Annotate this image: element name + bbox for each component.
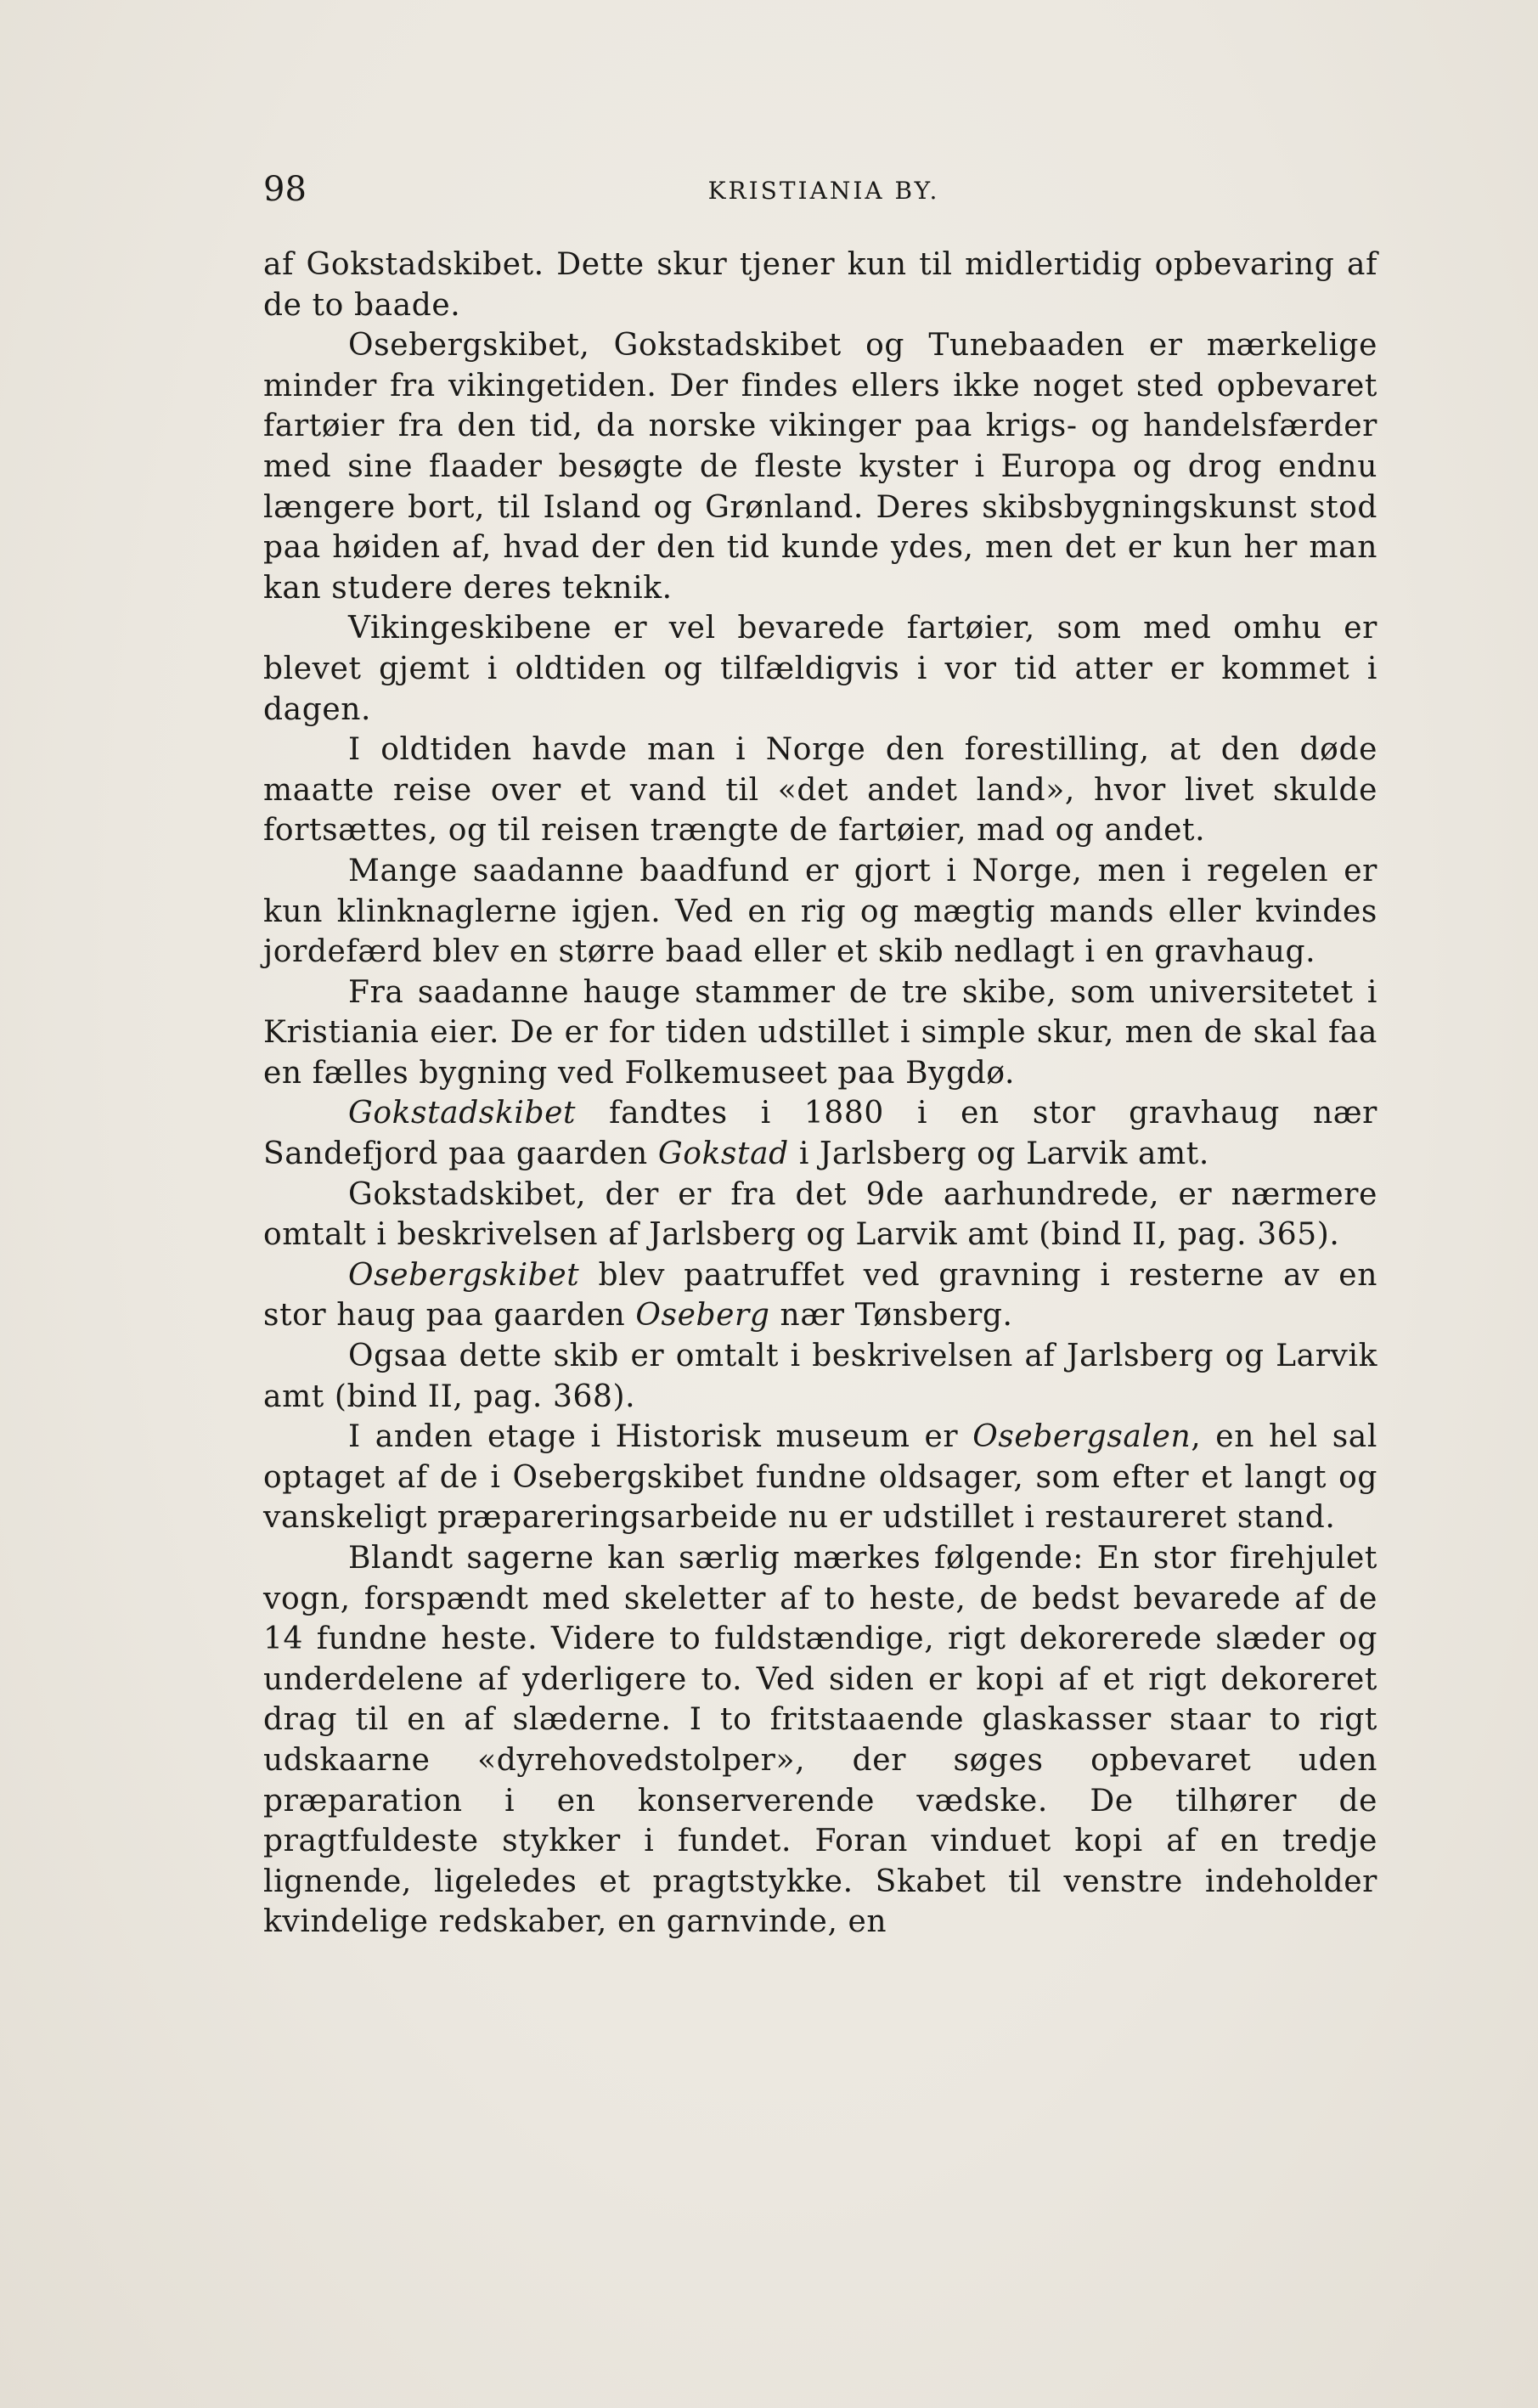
- italic-term: Oseberg: [635, 1298, 770, 1334]
- paragraph: [263, 1175, 1377, 1255]
- paragraph: [263, 1255, 1377, 1336]
- text-run: Blandt sagerne kan særlig mærkes følgende: En stor firehjulet vogn, forspændt med skeletter af to heste, de bedst bevarede af de 14 fundne heste. Videre to fuldstændige, rigt dekorerede slæder og underdelene af yderligere to. Ved siden er kopi af et rigt dekoreret drag til en af slæderne. I to fritstaaende glaskasser staar to rigt udskaarne «dyrehovedstolper», der søges opbevaret uden præparation i en konserverende vædske. De tilhører de pragtfuldeste stykker i fundet. Foran vinduet kopi af en tredje lignende, ligeledes et pragtstykke. Skabet til venstre indeholder kvindelige redskaber, en garnvinde, en: [263, 1541, 1377, 1940]
- text-run: , en hel sal optaget af de i Osebergskibet fundne oldsager, som efter et langt og vanskeligt præpareringsarbeide nu er udstillet i restaureret stand.: [263, 1419, 1377, 1536]
- text-run: Fra saadanne hauge stammer de tre skibe, som universitetet i Kristiania eier. De er for tiden udstillet i simple skur, men de skal faa en fælles bygning ved Folkemuseet paa Bygdø.: [263, 974, 1377, 1091]
- running-head: KRISTIANIA BY.: [707, 177, 940, 205]
- paragraph: [263, 973, 1377, 1094]
- italic-term: Gokstad: [657, 1136, 789, 1172]
- text-run: nær Tønsberg.: [769, 1298, 1013, 1334]
- text-run: fandtes i 1880 i en stor gravhaug nær Sandefjord paa gaarden: [263, 1096, 1377, 1172]
- page-number: 98: [263, 170, 307, 209]
- paragraph: [263, 608, 1377, 730]
- italic-term: Gokstadskibet: [348, 1096, 577, 1131]
- text-run: Osebergskibet, Gokstadskibet og Tunebaaden er mærkelige minder fra vikingetiden. Der findes ellers ikke noget sted opbevaret fartøier fra den tid, da norske vikinger paa krigs- og handelsfærder med sine flaader besøgte de fleste kyster i Europa og drog endnu længere bort, til Island og Grønland. Deres skibsbygningskunst stod paa høiden af, hvad der den tid kunde ydes, men det er kun her man kan studere deres teknik.: [263, 328, 1377, 606]
- paragraph: [263, 1538, 1377, 1943]
- text-run: i Jarlsberg og Larvik amt.: [788, 1136, 1209, 1172]
- paragraph: [263, 730, 1377, 851]
- text-run: Gokstadskibet, der er fra det 9de aarhundrede, er nærmere omtalt i beskrivelsen af Jarlsberg og Larvik amt (bind II, pag. 365).: [263, 1176, 1377, 1253]
- paragraph: [263, 325, 1377, 608]
- body-text: [263, 245, 1377, 1943]
- paragraph: [263, 1417, 1377, 1538]
- text-run: I anden etage i Historisk museum er: [348, 1419, 973, 1455]
- text-run: I oldtiden havde man i Norge den forestilling, at den døde maatte reise over et vand til «det andet land», hvor livet skulde fortsættes, og til reisen trængte de fartøier, mad og andet.: [263, 732, 1377, 849]
- text-run: Vikingeskibene er vel bevarede fartøier, som med omhu er blevet gjemt i oldtiden og tilfældigvis i vor tid atter er kommet i dagen.: [263, 611, 1377, 727]
- paragraph: [263, 245, 1377, 325]
- italic-term: Osebergskibet: [348, 1257, 580, 1293]
- page-header: [263, 168, 1384, 211]
- text-run: Mange saadanne baadfund er gjort i Norge, men i regelen er kun klinknaglerne igjen. Ved en rig og mægtig mands eller kvindes jordefærd blev en større baad eller et skib nedlagt i en gravhaug.: [263, 853, 1377, 970]
- text-run: af Gokstadskibet. Dette skur tjener kun til midlertidig opbevaring af de to baade.: [263, 247, 1377, 323]
- text-run: blev paatruffet ved gravning i resterne av en stor haug paa gaarden: [263, 1257, 1377, 1334]
- paragraph: [263, 1336, 1377, 1417]
- italic-term: Osebergsalen: [972, 1419, 1192, 1455]
- paragraph: [263, 1093, 1377, 1174]
- text-run: Ogsaa dette skib er omtalt i beskrivelsen af Jarlsberg og Larvik amt (bind II, pag. 368).: [263, 1339, 1377, 1414]
- paragraph: [263, 851, 1377, 973]
